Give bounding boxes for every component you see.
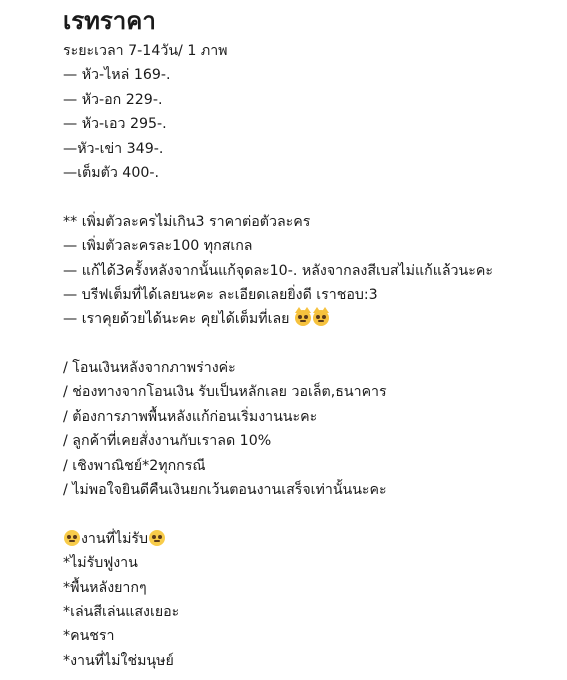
note-line-not-accepted-item: *ไม่รับฟูงาน bbox=[63, 555, 138, 572]
note-line-not-accepted-item: *คนชรา bbox=[63, 628, 115, 645]
blank-line bbox=[63, 185, 558, 209]
smiling-cat-icon bbox=[313, 310, 329, 326]
pleading-face-icon bbox=[149, 530, 165, 546]
note-line-commercial: / เชิงพาณิชย์*2ทุกกรณี bbox=[63, 457, 206, 474]
note-line-price-shoulder: — หัว-ไหล่ 169-. bbox=[63, 67, 171, 84]
note-line-price-chest: — หัว-อก 229-. bbox=[63, 91, 163, 108]
note-line-revisions: — แก้ได้3ครั้งหลังจากนั้นแก้จุดละ10-. หลังจากลงสีเบสไม่แก้แล้วนะคะ bbox=[63, 262, 493, 279]
smiling-cat-icon bbox=[295, 310, 311, 326]
note-line-extra-character: — เพิ่มตัวละครละ100 ทุกสเกล bbox=[63, 238, 253, 255]
note-line-not-accepted-item: *พื้นหลังยากๆ bbox=[63, 579, 147, 596]
not-accepted-heading-text: งานที่ไม่รับ bbox=[81, 530, 149, 547]
note-line-not-accepted-item: *งานที่ไม่ใช่มนุษย์ bbox=[63, 652, 174, 669]
note-line-brief: — บรีฟเต็มที่ได้เลยนะคะ ละเอียดเลยยิ่งดี เราชอบ:3 bbox=[63, 286, 378, 303]
note-line-discount: / ลูกค้าที่เคยสั่งงานกับเราลด 10% bbox=[63, 433, 272, 450]
note-title: เรทราคา bbox=[63, 7, 156, 35]
note-line-duration: ระยะเวลา 7-14วัน/ 1 ภาพ bbox=[63, 43, 228, 59]
note-line-payment-channel: / ช่องทางจากโอนเงิน รับเป็นหลักเลย วอเล็ต,ธนาคาร bbox=[63, 384, 387, 401]
blank-line bbox=[63, 332, 558, 356]
note-line-not-accepted-item: *เล่นสีเล่นแสงเยอะ bbox=[63, 603, 180, 620]
note-line-price-knee: —หัว-เข่า 349-. bbox=[63, 140, 164, 157]
note-line-chat bbox=[63, 307, 558, 331]
note-line-refund: / ไม่พอใจยินดีคืนเงินยกเว้นตอนงานเสร็จเท่านั้นนะคะ bbox=[63, 482, 387, 499]
note-content bbox=[63, 0, 558, 673]
blank-line bbox=[63, 502, 558, 526]
note-line-price-waist: — หัว-เอว 295-. bbox=[63, 116, 167, 133]
note-line-price-full-body: —เต็มตัว 400-. bbox=[63, 164, 160, 181]
note-line-chat-text: — เราคุยด้วยได้นะคะ คุยได้เต็มที่เลย bbox=[63, 311, 290, 328]
note-line-not-accepted-heading bbox=[63, 527, 558, 551]
note-line-background-request: / ต้องการภาพพื้นหลังแก้ก่อนเริ่มงานนะคะ bbox=[63, 408, 318, 425]
note-line-character-limit: ** เพิ่มตัวละครไม่เกิน3 ราคาต่อตัวละคร bbox=[63, 213, 311, 230]
note-line-payment-timing: / โอนเงินหลังจากภาพร่างค่ะ bbox=[63, 360, 236, 377]
pleading-face-icon bbox=[64, 530, 80, 546]
